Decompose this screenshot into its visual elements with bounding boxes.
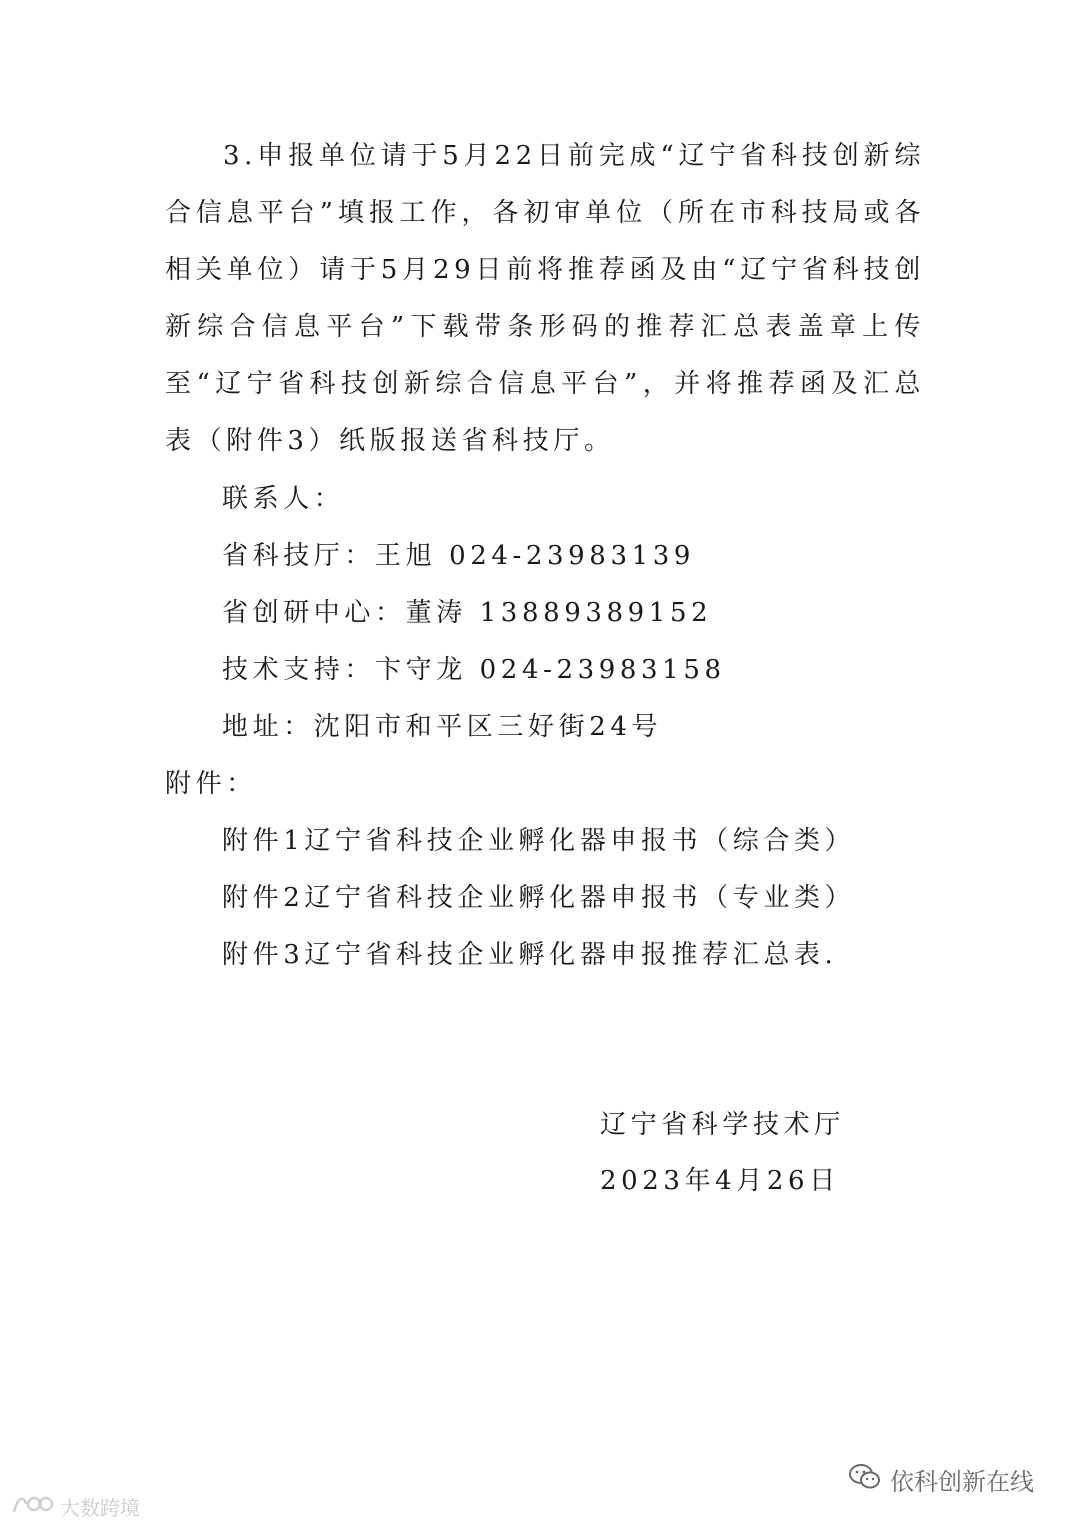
- attachment-item: 附件3辽宁省科技企业孵化器申报推荐汇总表.: [222, 940, 838, 970]
- contact-line: 省科技厅：王旭 024-23983139: [222, 541, 696, 571]
- attachment-item: 附件1辽宁省科技企业孵化器申报书（综合类）: [222, 826, 856, 856]
- watermark-right: [848, 1462, 1034, 1497]
- contacts-heading: 联系人：: [222, 484, 345, 514]
- attachments-heading: 附件：: [165, 769, 257, 799]
- watermark-left: [10, 1492, 140, 1521]
- paragraph-item-3: 3.申报单位请于5月22日前完成“辽宁省科技创新综合信息平台”填报工作，各初审单位（所在市科技局或各相关单位）请于5月29日前将推荐函及由“辽宁省科技创新综合信息平台”下载带条形码的推荐汇总表盖章上传至“辽宁省科技创新综合信息平台”，并将推荐函及汇总表（附件3）纸版报送省科技厅。: [165, 141, 925, 456]
- address-line: 地址：沈阳市和平区三好街24号: [222, 712, 663, 742]
- attachment-item: 附件2辽宁省科技企业孵化器申报书（专业类）: [222, 883, 856, 913]
- wechat-icon: [848, 1463, 882, 1497]
- watermark-left-text: 大数跨境: [60, 1496, 140, 1520]
- logo-icon: [10, 1492, 54, 1521]
- contact-line: 技术支持：卞守龙 024-23983158: [222, 655, 726, 685]
- contact-line: 省创研中心：董涛 13889389152: [222, 598, 713, 628]
- watermark-right-text: 依科创新在线: [890, 1468, 1034, 1496]
- signature-org: 辽宁省科学技术厅: [600, 1110, 845, 1140]
- signature-date: 2023年4月26日: [600, 1166, 840, 1196]
